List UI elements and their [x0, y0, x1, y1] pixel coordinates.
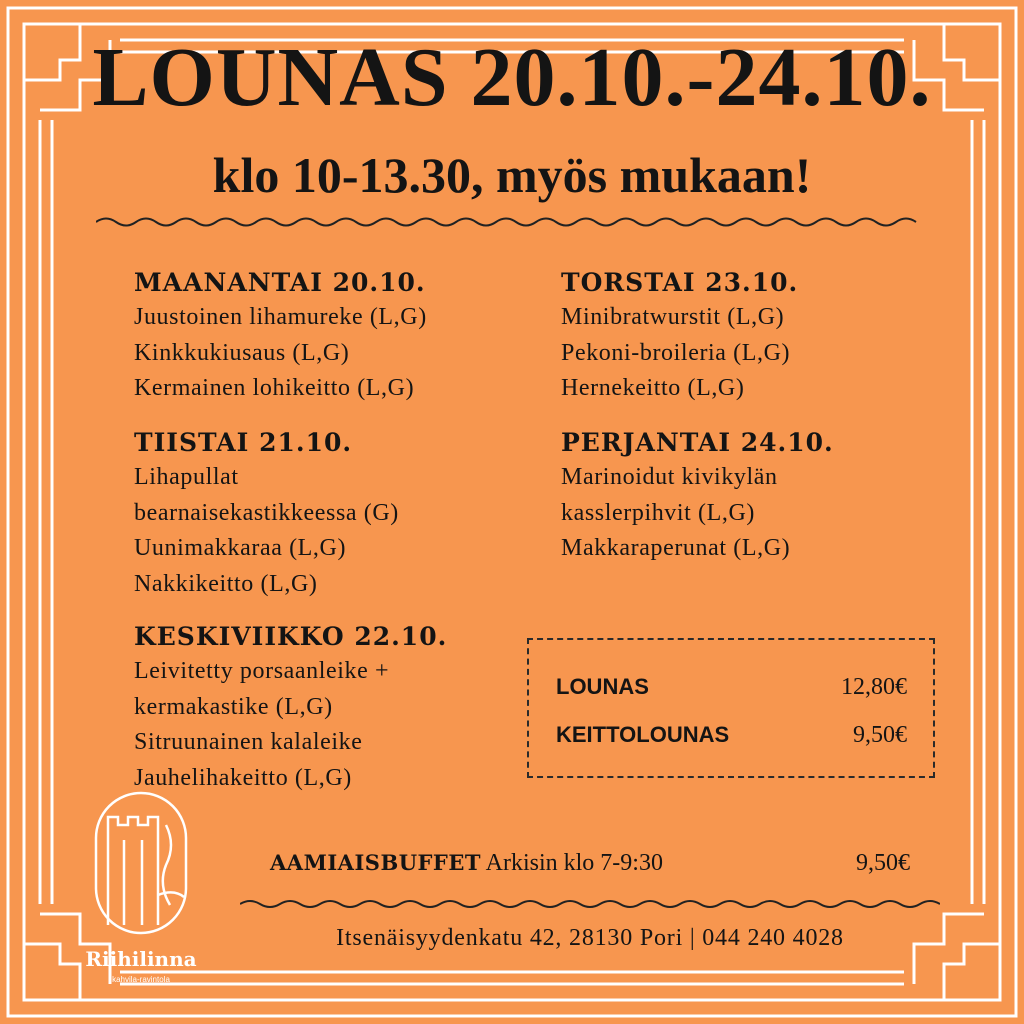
- price-row-lunch: [556, 674, 907, 704]
- logo: [66, 785, 216, 995]
- dish-item: bearnaisekastikkeessa (G): [134, 499, 399, 526]
- logo-name: Riihilinna: [85, 947, 197, 971]
- price-value: 9,50€: [853, 722, 907, 748]
- dish-item: Juustoinen lihamureke (L,G): [134, 304, 427, 330]
- dish-item: Kinkkukiusaus (L,G): [134, 339, 350, 366]
- dish-item: kasslerpihvit (L,G): [561, 499, 756, 526]
- day-monday: [134, 266, 534, 407]
- day-thursday: [561, 266, 961, 407]
- price-row-soup-lunch: [556, 722, 907, 752]
- breakfast-price: 9,50€: [856, 850, 910, 876]
- day-title: TIISTAI 21.10.: [134, 428, 353, 457]
- price-box: [527, 638, 935, 778]
- dish-item: Lihapullat: [134, 464, 239, 490]
- dish-item: Pekoni-broileria (L,G): [561, 339, 791, 366]
- dish-item: Kermainen lohikeitto (L,G): [134, 375, 415, 401]
- page-title: LOUNAS 20.10.-24.10.: [92, 31, 932, 124]
- breakfast-time: Arkisin klo 7-9:30: [485, 850, 663, 876]
- price-value: 12,80€: [841, 674, 907, 700]
- day-tuesday: [134, 426, 534, 602]
- dish-item: Sitruunainen kalaleike: [134, 729, 363, 755]
- day-title: MAANANTAI 20.10.: [134, 268, 426, 297]
- breakfast-name: AAMIAISBUFFET: [270, 850, 481, 875]
- day-wednesday: [134, 620, 534, 796]
- breakfast-row: [270, 850, 910, 882]
- price-label: KEITTOLOUNAS: [556, 722, 730, 747]
- logo-tagline: kahvila-ravintola: [112, 975, 170, 984]
- dish-item: Minibratwurstit (L,G): [561, 304, 785, 330]
- dish-item: Makkaraperunat (L,G): [561, 535, 791, 561]
- tower-icon: [66, 785, 216, 945]
- price-label: LOUNAS: [556, 674, 649, 699]
- dish-item: Leivitetty porsaanleike +: [134, 658, 390, 684]
- page-subtitle: klo 10-13.30, myös mukaan!: [212, 147, 812, 203]
- day-friday: [561, 426, 961, 567]
- address-line: Itsenäisyydenkatu 42, 28130 Pori | 044 240 4028: [336, 925, 844, 951]
- day-title: TORSTAI 23.10.: [561, 268, 799, 297]
- dish-item: Hernekeitto (L,G): [561, 375, 745, 401]
- top-wave-divider: [96, 212, 926, 232]
- dish-item: Marinoidut kivikylän: [561, 464, 778, 490]
- dish-item: kermakastike (L,G): [134, 693, 333, 720]
- dish-item: Nakkikeitto (L,G): [134, 570, 318, 597]
- bottom-wave-divider: [240, 896, 940, 912]
- dish-item: Uunimakkaraa (L,G): [134, 535, 347, 561]
- dish-item: Jauhelihakeitto (L,G): [134, 764, 352, 791]
- day-title: KESKIVIIKKO 22.10.: [134, 622, 448, 651]
- day-title: PERJANTAI 24.10.: [561, 428, 834, 457]
